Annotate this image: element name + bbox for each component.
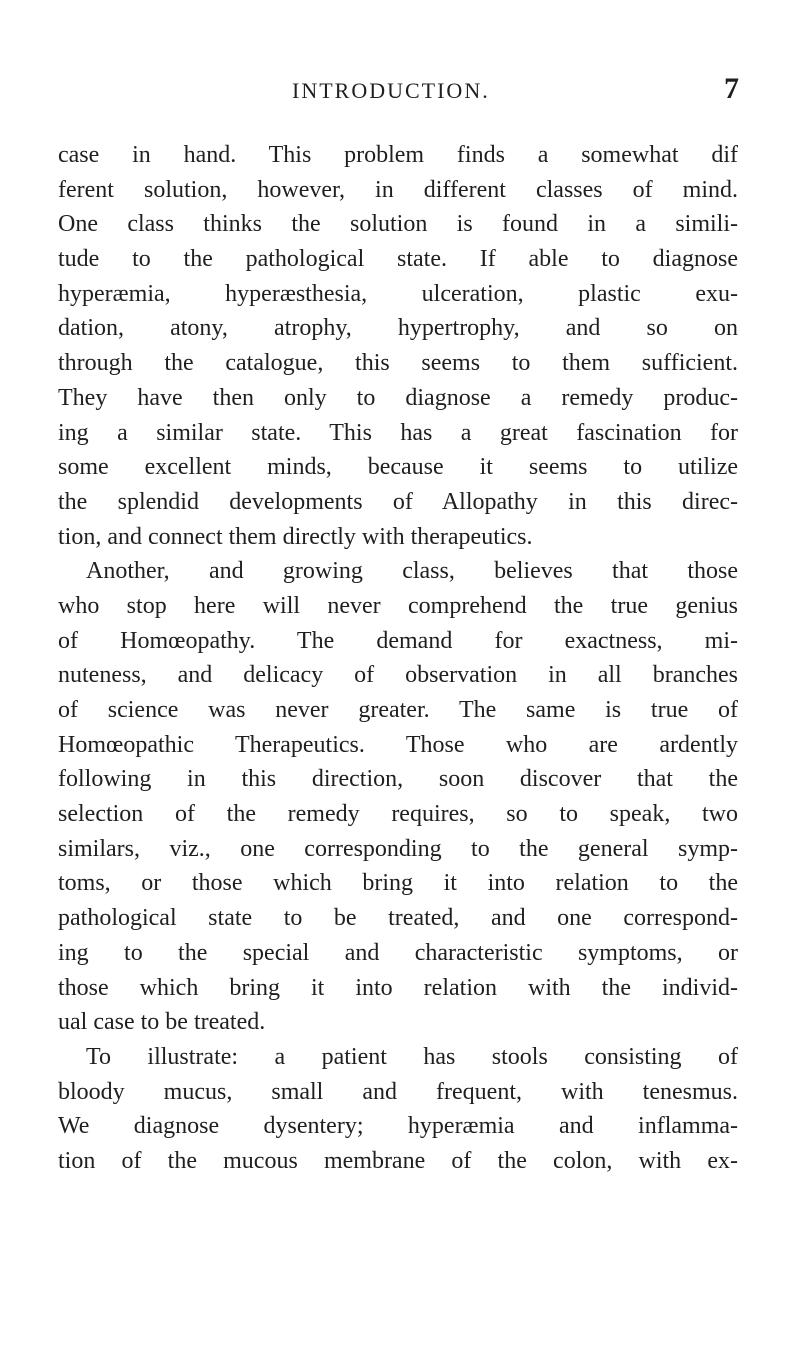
text-line: tion, and connect them directly with therapeutics. xyxy=(58,523,533,550)
text-line: One class thinks the solution is found in a simili- xyxy=(58,211,738,238)
body-text xyxy=(58,138,738,1179)
text-line: ing to the special and characteristic symptoms, or xyxy=(58,939,738,966)
text-line: We diagnose dysentery; hyperæmia and inflamma- xyxy=(58,1113,738,1140)
text-line: similars, viz., one corresponding to the general symp- xyxy=(58,835,738,862)
text-line: ing a similar state. This has a great fascination for xyxy=(58,419,738,446)
text-line: toms, or those which bring it into relation to the xyxy=(58,870,738,897)
text-line: through the catalogue, this seems to them sufficient. xyxy=(58,350,738,377)
text-line: case in hand. This problem finds a somewhat dif xyxy=(58,142,738,168)
text-line: Homœopathic Therapeutics. Those who are ardently xyxy=(58,731,738,758)
text-line: ferent solution, however, in different classes of mind. xyxy=(58,176,738,203)
text-line: the splendid developments of Allopathy in this direc- xyxy=(58,488,738,515)
text-line: of Homœopathy. The demand for exactness, mi- xyxy=(58,627,738,654)
text-line: hyperæmia, hyperæsthesia, ulceration, plastic exu- xyxy=(58,280,738,307)
text-line: tion of the mucous membrane of the colon, with ex- xyxy=(58,1147,738,1174)
text-line: those which bring it into relation with the individ- xyxy=(58,974,738,1001)
text-line: ual case to be treated. xyxy=(58,1009,266,1036)
text-line: Another, and growing class, believes that those xyxy=(86,558,738,585)
text-line: pathological state to be treated, and one correspond- xyxy=(58,905,738,932)
running-title: INTRODUCTION. xyxy=(292,78,490,103)
text-line: nuteness, and delicacy of observation in all branches xyxy=(58,662,738,689)
text-line: following in this direction, soon discover that the xyxy=(58,766,738,793)
text-line: dation, atony, atrophy, hypertrophy, and so on xyxy=(58,315,738,342)
text-line: some excellent minds, because it seems to utilize xyxy=(58,454,738,481)
text-line: tude to the pathological state. If able to diagnose xyxy=(58,246,738,273)
text-line: who stop here will never comprehend the true genius xyxy=(58,592,738,619)
text-line: bloody mucus, small and frequent, with tenesmus. xyxy=(58,1078,738,1105)
text-line: They have then only to diagnose a remedy produc- xyxy=(58,384,738,411)
text-line: To illustrate: a patient has stools consisting of xyxy=(86,1043,738,1070)
page-number: 7 xyxy=(724,72,739,105)
text-line: selection of the remedy requires, so to speak, two xyxy=(58,801,738,828)
text-line: of science was never greater. The same is true of xyxy=(58,697,738,723)
running-head xyxy=(0,72,800,108)
